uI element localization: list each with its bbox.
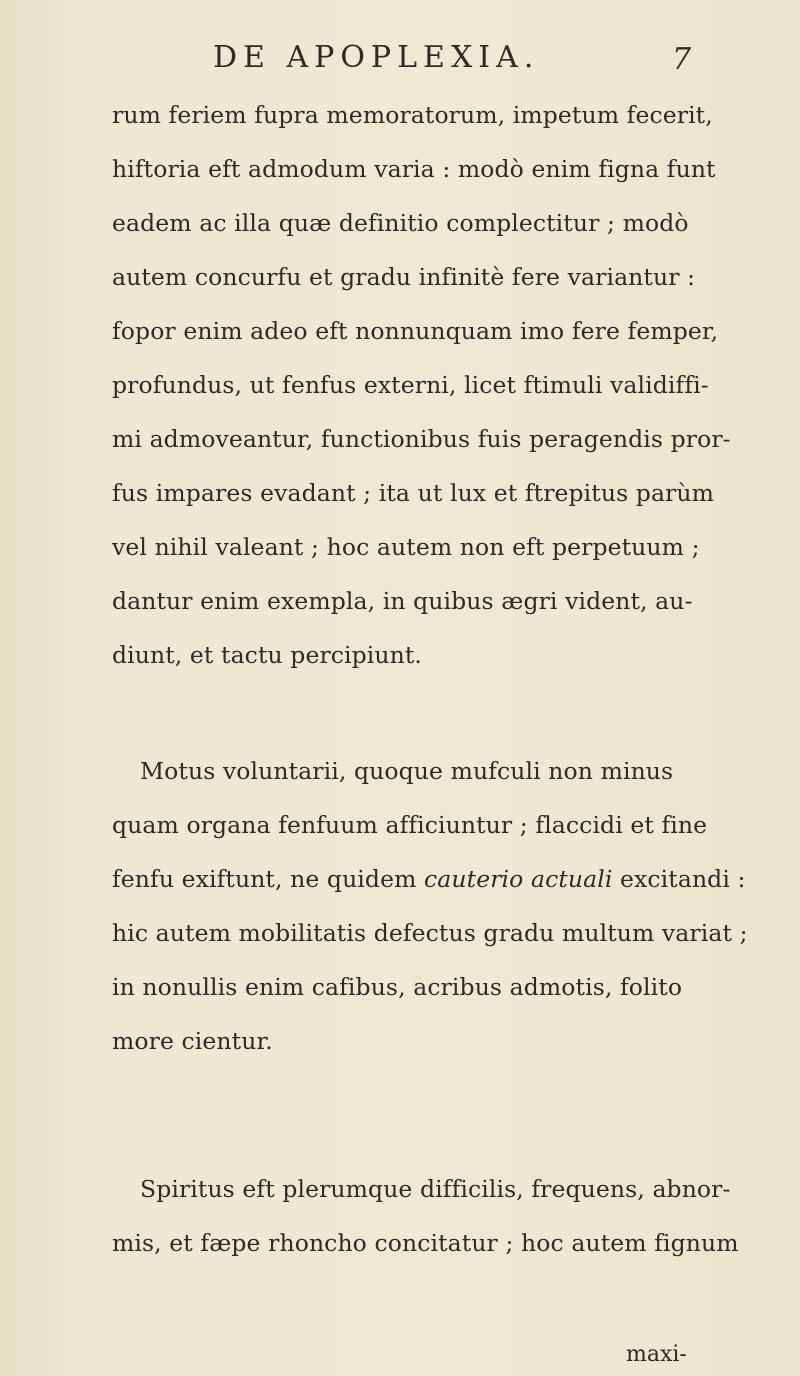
text-line: quam organa fenfuum afficiuntur ; flaccidi et fine [112,811,708,839]
text-line: diunt, et tactu percipiunt. [112,641,423,669]
text-line: rum feriem fupra memoratorum, impetum fecerit, [112,101,713,129]
text-line: dantur enim exempla, in quibus ægri vident, au- [112,587,693,615]
catchword: maxi- [626,1342,687,1367]
page-number: 7 [672,42,692,77]
text-segment: fenfu exiftunt, ne quidem [112,865,417,893]
running-title: DE APOPLEXIA. [213,40,540,75]
text-line: mi admoveantur, functionibus fuis peragendis pror- [112,425,731,453]
text-line: in nonullis enim cafibus, acribus admotis, folito [112,973,683,1001]
page-header [0,40,800,90]
text-line: hic autem mobilitatis defectus gradu multum variat ; [112,919,748,947]
text-line: profundus, ut fenfus externi, licet ftimuli validiffi- [112,371,709,399]
text-line: fus impares evadant ; ita ut lux et ftrepitus parùm [112,479,715,507]
text-line: Spiritus eft plerumque difficilis, frequens, abnor- [140,1175,731,1203]
text-line: Motus voluntarii, quoque mufculi non minus [140,757,674,785]
text-line: autem concurfu et gradu infinitè fere variantur : [112,263,696,291]
text-line: eadem ac illa quæ definitio complectitur ; modò [112,209,689,237]
text-line: vel nihil valeant ; hoc autem non eft perpetuum ; [112,533,700,561]
italic-phrase: cauterio actuali [424,865,613,893]
text-line: fopor enim adeo eft nonnunquam imo fere femper, [112,317,719,345]
text-line: hiftoria eft admodum varia : modò enim figna funt [112,155,716,183]
text-line: mis, et fæpe rhoncho concitatur ; hoc autem fignum [112,1229,739,1257]
text-line: more cientur. [112,1027,273,1055]
text-line-with-italic [112,865,746,893]
text-segment: excitandi : [620,865,746,893]
